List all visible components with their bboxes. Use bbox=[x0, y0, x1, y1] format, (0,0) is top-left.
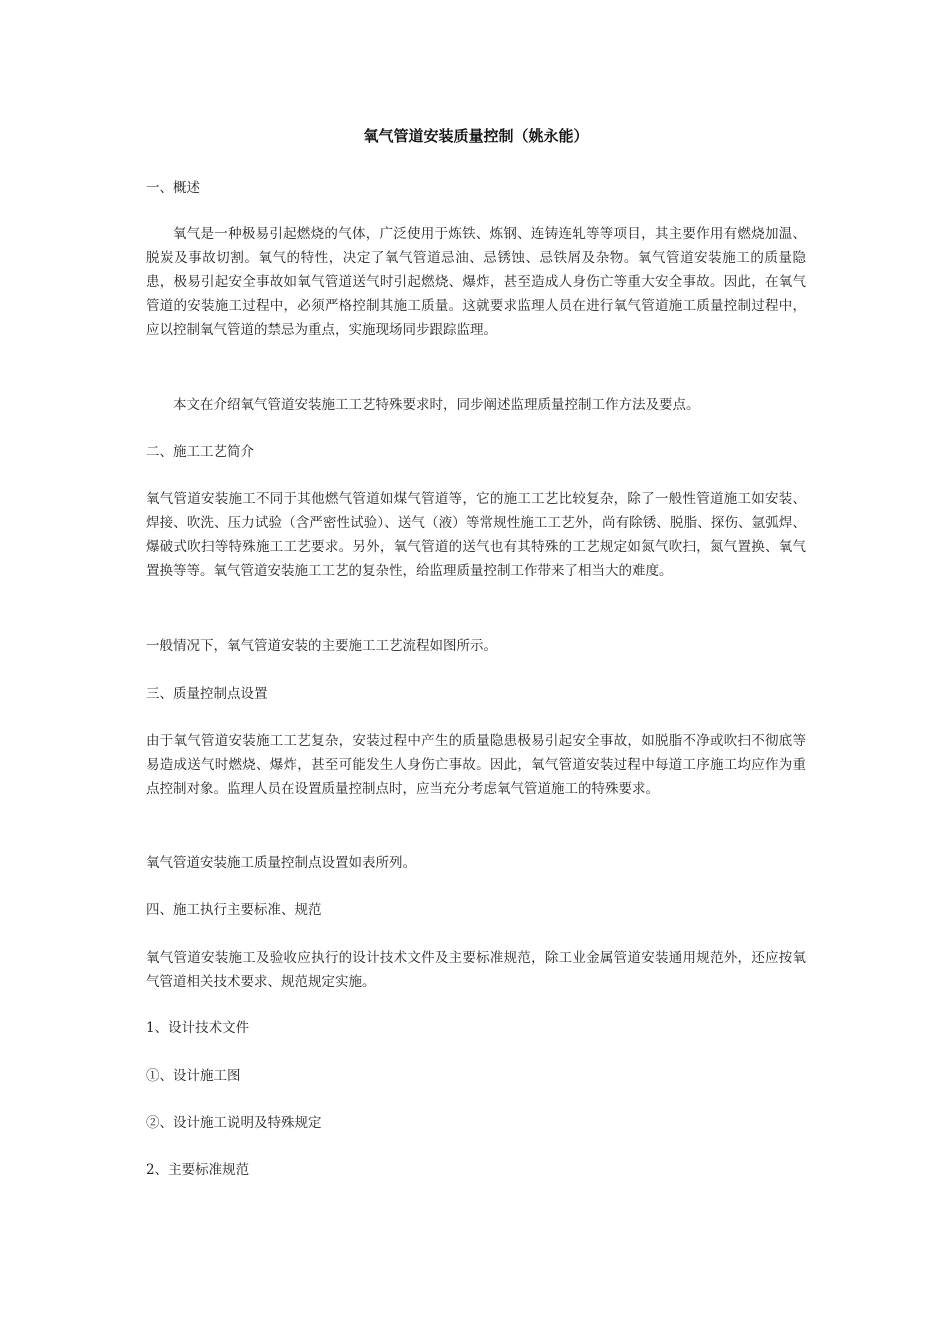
list-item-construction-notes: ②、设计施工说明及特殊规定 bbox=[146, 1115, 322, 1131]
paragraph-process-2: 一般情况下，氧气管道安装的主要施工工艺流程如图所示。 bbox=[146, 638, 497, 654]
paragraph-control-points-2: 氧气管道安装施工质量控制点设置如表所列。 bbox=[146, 855, 416, 871]
list-item-construction-drawings: ①、设计施工图 bbox=[146, 1068, 241, 1084]
list-item-main-standards: 2、主要标准规范 bbox=[146, 1162, 250, 1178]
document-title: 氧气管道安装质量控制（姚永能） bbox=[363, 127, 589, 145]
section-heading-control-points: 三、质量控制点设置 bbox=[146, 686, 268, 702]
section-heading-standards: 四、施工执行主要标准、规范 bbox=[146, 902, 322, 918]
paragraph-standards-1: 氧气管道安装施工及验收应执行的设计技术文件及主要标准规范，除工业金属管道安装通用规范外，还应按氧气管道相关技术要求、规范规定实施。 bbox=[146, 950, 806, 990]
paragraph-overview-2: 本文在介绍氧气管道安装施工工艺特殊要求时，同步阐述监理质量控制工作方法及要点。 bbox=[173, 397, 700, 413]
paragraph-control-points-1: 由于氧气管道安装施工工艺复杂，安装过程中产生的质量隐患极易引起安全事故，如脱脂不净或吹扫不彻底等易造成送气时燃烧、爆炸，甚至可能发生人身伤亡事故。因此，氧气管道安装过程中每道工序施工均应作为重点控制对象。监理人员在设置质量控制点时，应当充分考虑氧气管道施工的特殊要求。 bbox=[146, 733, 806, 797]
paragraph-overview-1: 氧气是一种极易引起燃烧的气体，广泛使用于炼铁、炼钢、连铸连轧等等项目，其主要作用有燃烧加温、脱炭及事故切割。氧气的特性，决定了氧气管道忌油、忌锈蚀、忌铁屑及杂物。氧气管道安装施工的质量隐患，极易引起安全事故如氧气管道送气时引起燃烧、爆炸，甚至造成人身伤亡等重大安全事故。因此，在氧气管道的安装施工过程中，必须严格控制其施工质量。这就要求监理人员在进行氧气管道施工质量控制过程中，应以控制氧气管道的禁忌为重点，实施现场同步跟踪监理。 bbox=[146, 226, 806, 338]
section-heading-process: 二、施工工艺简介 bbox=[146, 444, 254, 460]
section-heading-overview: 一、概述 bbox=[146, 180, 200, 196]
list-item-design-docs: 1、设计技术文件 bbox=[146, 1020, 250, 1036]
paragraph-process-1: 氧气管道安装施工不同于其他燃气管道如煤气管道等，它的施工工艺比较复杂，除了一般性管道施工如安装、焊接、吹洗、压力试验（含严密性试验）、送气（液）等常规性施工工艺外，尚有除锈、脱脂、探伤、氩弧焊、爆破式吹扫等特殊施工工艺要求。另外，氧气管道的送气也有其特殊的工艺规定如氮气吹扫，氮气置换、氧气置换等等。氧气管道安装施工工艺的复杂性，给监理质量控制工作带来了相当大的难度。 bbox=[146, 491, 806, 579]
